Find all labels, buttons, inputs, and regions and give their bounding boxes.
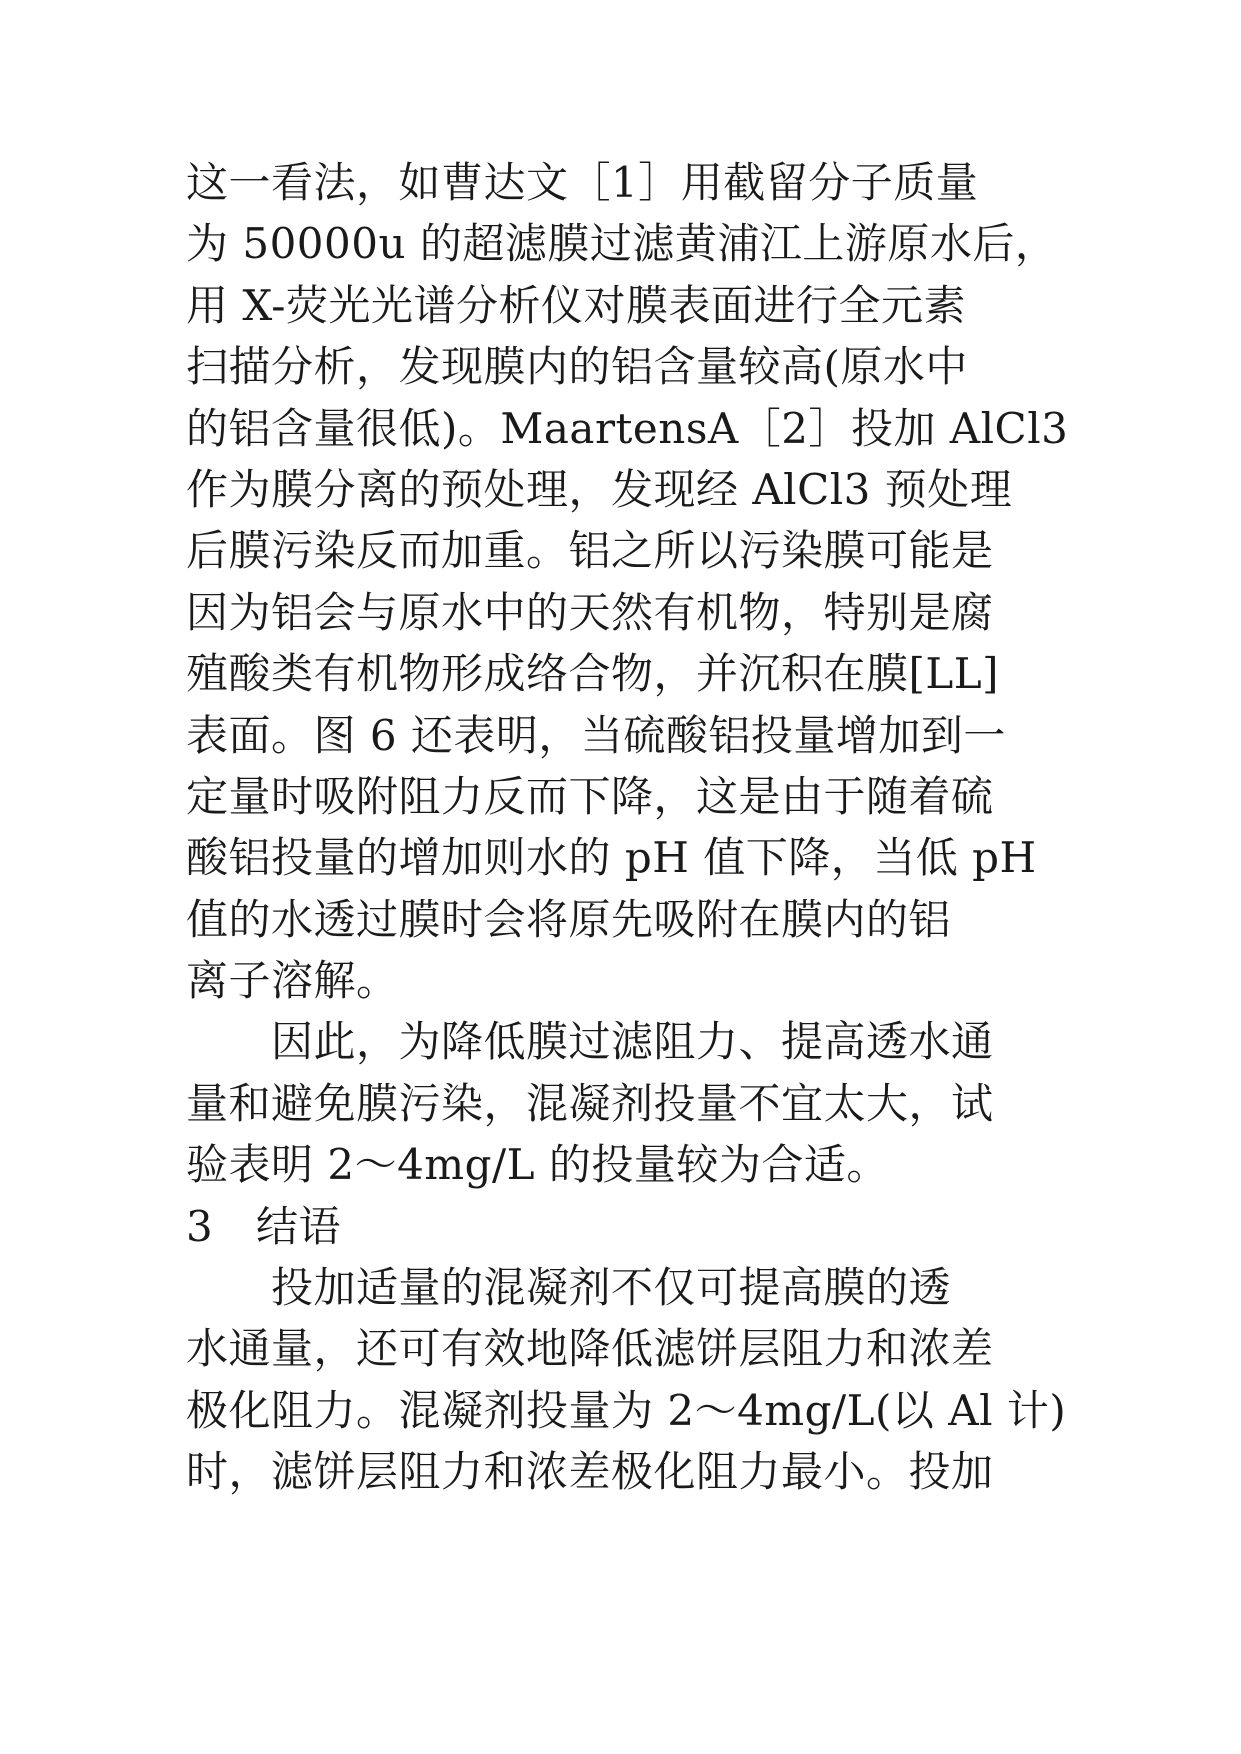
text-line: 因为铝会与原水中的天然有机物，特别是腐: [186, 587, 994, 637]
text-line: 表面。图 6 还表明，当硫酸铝投量增加到一: [186, 710, 1006, 760]
text-line: 用 X-荧光光谱分析仪对膜表面进行全元素: [186, 280, 966, 330]
body-text: [186, 152, 1069, 1503]
text-line: 验表明 2～4mg/L 的投量较为合适。: [186, 1140, 889, 1190]
text-line: 水通量，还可有效地降低滤饼层阻力和浓差: [186, 1324, 994, 1374]
text-line: 这一看法，如曹达文［1］用截留分子质量: [186, 158, 979, 207]
text-line: 离子溶解。: [186, 956, 399, 1006]
section-heading: [186, 1196, 1066, 1257]
text-line: 的铝含量很低)。MaartensA［2］投加 AlCl3: [186, 403, 1069, 453]
text-line: 为 50000u 的超滤膜过滤黄浦江上游原水后，: [186, 219, 1058, 269]
text-line: 因此，为降低膜过滤阻力、提高透水通: [186, 1017, 994, 1067]
text-line: 后膜污染反而加重。铝之所以污染膜可能是: [186, 526, 994, 576]
text-line: 时，滤饼层阻力和浓差极化阻力最小。投加: [186, 1447, 994, 1497]
text-line: 殖酸类有机物形成络合物，并沉积在膜[LL]: [186, 649, 1000, 699]
text-line: 作为膜分离的预处理，发现经 AlCl3 预处理: [186, 464, 1013, 514]
text-line: 酸铝投量的增加则水的 pH 值下降，当低 pH: [186, 833, 1037, 883]
text-line: 量和避免膜污染，混凝剂投量不宜太大，试: [186, 1078, 994, 1128]
section-title: 结语: [256, 1201, 342, 1251]
text-line: 扫描分析，发现膜内的铝含量较高(原水中: [186, 342, 968, 392]
text-line: 定量时吸附阻力反而下降，这是由于随着硫: [186, 771, 994, 821]
text-line: 投加适量的混凝剂不仅可提高膜的透: [186, 1263, 952, 1313]
text-line: 极化阻力。混凝剂投量为 2～4mg/L(以 Al 计): [186, 1385, 1067, 1435]
text-line: 值的水透过膜时会将原先吸附在膜内的铝: [186, 894, 952, 944]
section-number: 3: [186, 1201, 214, 1251]
